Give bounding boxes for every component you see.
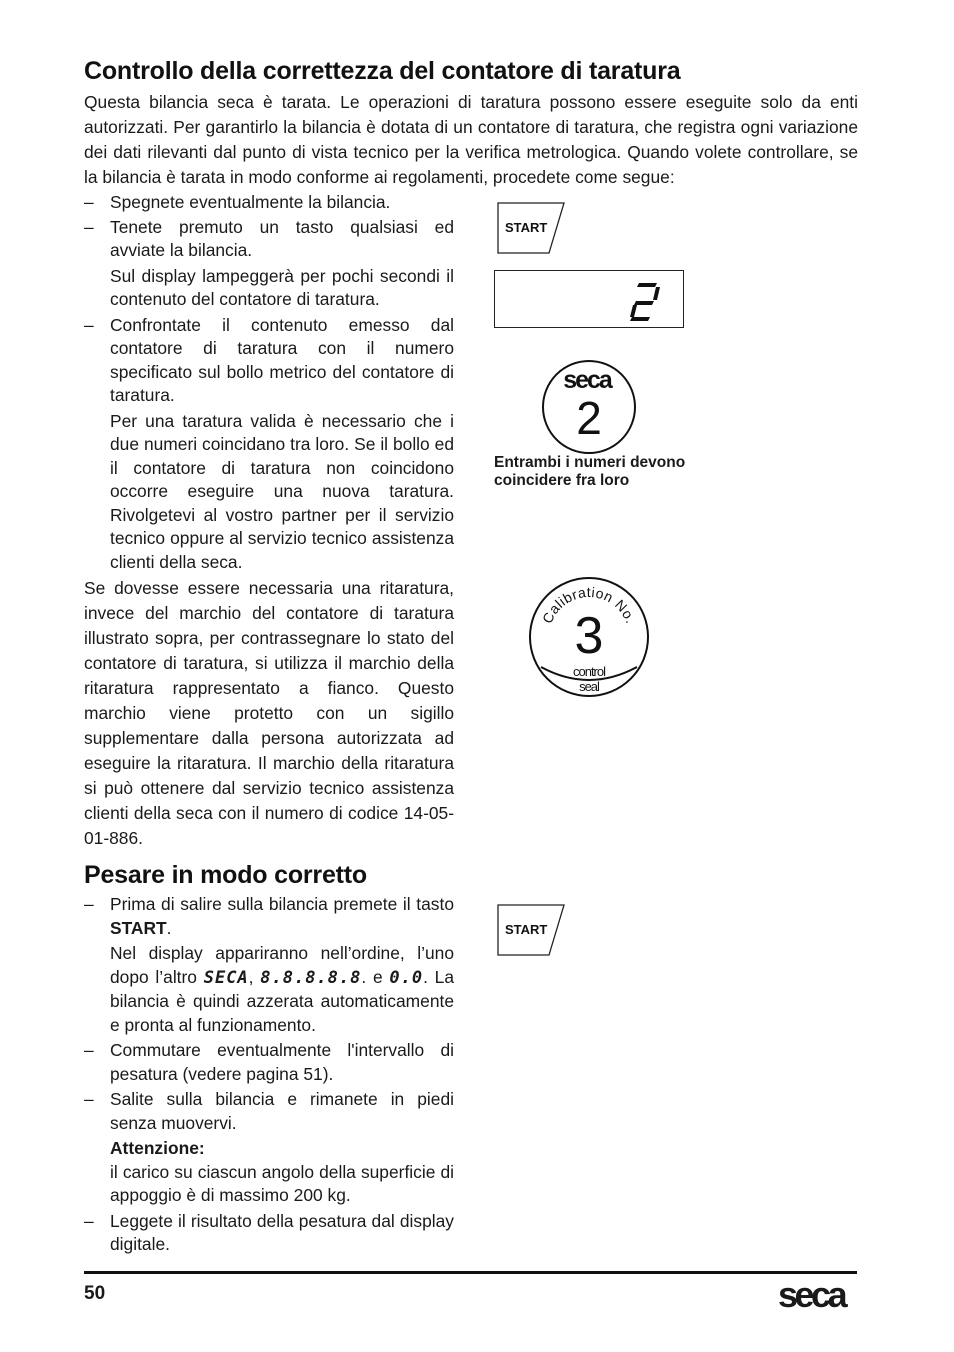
list-item: – Tenete premuto un tasto qualsiasi ed avviate la bilancia. bbox=[84, 216, 454, 263]
attention-text: il carico su ciascun angolo della superficie di appoggio è di massimo 200 kg. bbox=[110, 1161, 454, 1205]
step-text: Leggete il risultato della pesatura dal display digitale. bbox=[110, 1210, 454, 1254]
attention-label: Attenzione: bbox=[110, 1138, 205, 1158]
weighing-steps bbox=[84, 893, 454, 1257]
intro-paragraph: Questa bilancia seca è tarata. Le operazioni di taratura possono essere eseguite solo da enti autorizzati. Per garantirlo la bilancia è dotata di un contatore di taratura, che registra ogni variazione dei dati rilevanti dal punto di vista tecnico per la verifica metrologica. Quando volete controllare, se la bilancia è tarata in modo conforme ai regolamenti, procedete come segue: bbox=[84, 92, 858, 187]
seal-brand: seca bbox=[563, 366, 611, 394]
display-digit bbox=[495, 271, 685, 329]
list-item: – Salite sulla bilancia e rimanete in piedi senza muovervi. bbox=[84, 1088, 454, 1135]
segment-seca: SECA bbox=[203, 967, 249, 988]
segment-zero: 0.0 bbox=[389, 967, 424, 988]
list-item: – Commutare eventualmente l'intervallo di pesatura (vedere pagina 51). bbox=[84, 1039, 454, 1086]
start-button-illustration bbox=[497, 202, 567, 254]
scale-display bbox=[494, 270, 684, 328]
start-label: START bbox=[505, 220, 548, 235]
list-item: – Leggete il risultato della pesatura dal display digitale. bbox=[84, 1210, 454, 1257]
recalibration-paragraph: Se dovesse essere necessaria una ritaratura, invece del marchio del contatore di taratura illustrato sopra, per contrassegnare lo stato del contatore di taratura, si utilizza il marchio della ritaratura rappresentato a fianco. Questo marchio viene protetto con un sigillo supplementare dalla persona autorizzata ad eseguire la ritaratura. Il marchio della ritaratura si può ottenere dal servizio tecnico assistenza clienti della seca con il numero di codice 14-05-01-886. bbox=[84, 578, 454, 848]
start-button-illustration-2 bbox=[497, 904, 567, 956]
figure-caption: Entrambi i numeri devono coincidere fra loro bbox=[494, 454, 686, 489]
section-title-weighing: Pesare in modo corretto bbox=[84, 861, 367, 889]
control-label: control bbox=[572, 664, 606, 679]
step-text: Prima di salire sulla bilancia premete il tasto START. bbox=[110, 894, 454, 938]
step-text: Salite sulla bilancia e rimanete in piedi senza muovervi. bbox=[110, 1089, 454, 1133]
segment-all-eights: 8.8.8.8.8 bbox=[260, 967, 362, 988]
list-item: – Prima di salire sulla bilancia premete il tasto START. bbox=[84, 893, 454, 940]
seal-number: 2 bbox=[576, 392, 602, 444]
step-text: Confrontate il contenuto emesso dal contatore di taratura con il numero specificato sul bollo metrico del contatore di taratura. bbox=[110, 314, 454, 405]
footer-divider bbox=[84, 1271, 857, 1274]
step-note: Nel display appariranno nell’ordine, l’uno dopo l’altro SECA, 8.8.8.8.8. e 0.0. La bilancia è quindi azzerata automaticamente e pronta al funzionamento. bbox=[110, 943, 454, 1035]
page-number: 50 bbox=[84, 1283, 106, 1304]
section-title-calibration: Controllo della correttezza del contatore di taratura bbox=[84, 57, 681, 85]
recal-number: 3 bbox=[574, 607, 604, 665]
step-note: Sul display lampeggerà per pochi secondi il contenuto del contatore di taratura. bbox=[110, 265, 454, 309]
start-label: START bbox=[505, 922, 548, 937]
calibration-seal bbox=[540, 358, 638, 456]
list-item: – Spegnete eventualmente la bilancia. bbox=[84, 191, 454, 215]
seca-logo: seca bbox=[778, 1274, 845, 1315]
step-text: Spegnete eventualmente la bilancia. bbox=[110, 192, 391, 212]
calibration-steps bbox=[84, 191, 454, 851]
step-text: Tenete premuto un tasto qualsiasi ed avviate la bilancia. bbox=[110, 216, 454, 260]
step-text: Commutare eventualmente l'intervallo di pesatura (vedere pagina 51). bbox=[110, 1040, 454, 1084]
recal-arc-text: Calibration No. bbox=[538, 583, 640, 626]
recalibration-mark bbox=[527, 575, 651, 699]
seal-label: seal bbox=[579, 679, 599, 694]
step-note: Per una taratura valida è necessario che i due numeri coincidano tra loro. Se il bollo ed il contatore di taratura non coincidono occorre eseguire una nuova taratura. Rivolgetevi al vostro partner per il servizio tecnico oppure al servizio tecnico assistenza clienti della seca. bbox=[110, 410, 454, 572]
list-item: – Confrontate il contenuto emesso dal contatore di taratura con il numero specificato sul bollo metrico del contatore di taratura. bbox=[84, 314, 454, 408]
